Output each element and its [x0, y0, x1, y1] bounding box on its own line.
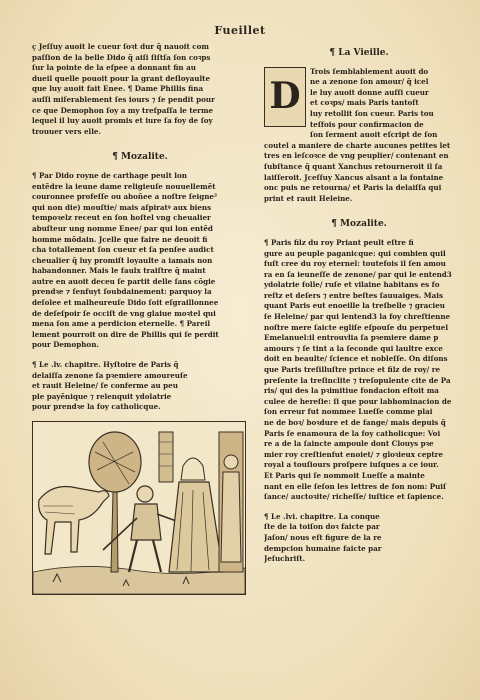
- woodcut-illustration: [32, 421, 246, 595]
- text-line: que Paris treſilluſtre prince et filz de roy/ re: [264, 365, 441, 375]
- text-line: ne a zenone ſon amour/ q̃ icel: [310, 77, 429, 87]
- text-line: Jeſuchriſt.: [264, 554, 306, 564]
- text-line: paſſion de la belle Dido q̃ aiſi ſiſtſa ſon coꝛps: [32, 52, 211, 62]
- text-line: dempcion humaine faicte par: [264, 543, 382, 553]
- woodcut-scene: [33, 422, 245, 594]
- text-line: abuſteur ung nomme Enee/ par qui lon entẽd: [32, 223, 213, 233]
- text-line: ſte de la toiſon doꝛ faicte par: [264, 522, 380, 532]
- initial-text-lines: [310, 67, 454, 141]
- text-line: onc puis ne retourna/ et Paris la delaiſſa qui: [264, 183, 442, 193]
- text-line: coutel a maniere de charte aucunes petites let: [264, 140, 451, 150]
- text-line: culee de hereſie: ſi que pour labhominacion de: [264, 396, 452, 406]
- text-line: ¶ Le .lv. chapitre. Hyſtoire de Paris q̃: [32, 360, 179, 370]
- text-line: doit en beaulte/ ſcience et nobleſſe. On diſons: [264, 354, 448, 364]
- text-line: ſance/ auctoꝛite/ richeſſe/ iuſtice et ſapience.: [264, 492, 444, 502]
- text-line: ris/ qui des la pꝛimitiue fondacion eſtoit ma: [264, 386, 439, 396]
- text-line: lequel il luy auoit promis et iure ſa foy de ſoy: [32, 116, 213, 126]
- text-line: pour prendꝛe la foy catholicque.: [32, 402, 161, 412]
- text-line: ra en ſa ieuneſſe de zenone/ par qui le entend3: [264, 269, 452, 279]
- decorated-initial: [264, 67, 306, 127]
- text-line: Trois ſemblablement auoit do: [310, 66, 429, 76]
- text-line: ce que Demophon ſoy a my treſpaſſa le terme: [32, 105, 214, 115]
- text-line: gure au peuple paganicque: qui combien quil: [264, 248, 446, 258]
- initial-letter-d: D: [269, 74, 301, 117]
- text-line: qui non die) mouſtie/ mais aſpiratꝰ aux biens: [32, 202, 212, 212]
- text-line: royal a touſiours proſpere iuſques a ce iour.: [264, 460, 439, 470]
- text-line: preſente la treſinclite ⁊ treſopulente cite de Pa: [264, 375, 451, 385]
- text-line: luy retollit ſon cueur. Paris tou: [310, 108, 434, 118]
- chapter-55-heading: [32, 360, 248, 413]
- text-line: laiſſeroit. Jceſſuy Xancus alsant a la fontaine: [264, 172, 444, 182]
- text-line: et rauit Heleine/ ſe conferme au peu: [32, 381, 178, 391]
- right-moralite-heading: ¶ Mozalite.: [331, 219, 387, 230]
- text-line: auſſi miſerablement ſes iours ⁊ ſe pendit pour: [32, 94, 215, 104]
- text-line: trouuer vers elle.: [32, 126, 101, 136]
- text-line: ſur la pointe de la eſpee a donnant fin au: [32, 63, 196, 73]
- left-paragraph-2: [32, 171, 248, 351]
- text-line: Et Paris qui ſe nommoit Lueſſe a mainte: [264, 470, 425, 480]
- folio-header: Fueillet: [214, 24, 266, 37]
- text-line: mena ſon ame a perdicion eternelle. ¶ Pareil: [32, 319, 211, 329]
- left-column: [32, 42, 248, 595]
- text-line: delaiſſa zenone ſa pꝛemiere amoureuſe: [32, 370, 188, 380]
- text-line: ſon erreur fut nommee Lueſſe comme plai: [264, 407, 433, 417]
- horse-icon: [39, 487, 109, 555]
- lady-figure-icon: [169, 458, 223, 572]
- text-line: ¶ Par Dido royne de carthage peult lon: [32, 170, 187, 180]
- initial-block: [264, 67, 454, 141]
- text-line: print et rauit Heleine.: [264, 193, 353, 203]
- chapter-56-heading: [264, 512, 454, 565]
- text-line: amours ⁊ ſe tint a la ſeconde qui laultre exce: [264, 343, 443, 353]
- text-line: nant en elle ſeſon les lettres de ſon nom: Puiſ: [264, 481, 447, 491]
- text-line: couronnee profeſſe ou aboñee a noſtre ſeigne²: [32, 192, 218, 202]
- text-line: reſtz et deſers ⁊ entre beſtes ſauuaiges. Mais: [264, 290, 443, 300]
- right-paragraph-1: [264, 141, 454, 205]
- text-line: ¶ Le .lvi. chapitre. La conque: [264, 511, 380, 521]
- text-line: et coꝛps/ mais Paris tantoſt: [310, 98, 419, 108]
- text-line: deſolee et malheureuſe Dido ſoit eſgraillonnee: [32, 298, 219, 308]
- text-line: teſfois pour confirmacion de: [310, 119, 424, 129]
- text-line: le luy auoit donne auſſi cueur: [310, 87, 429, 97]
- text-line: tempoꝛelz receut en ſon hoſtel vng cheualier: [32, 213, 211, 223]
- text-line: ydolatrie folle/ ruſe et vilaine habitans es fo: [264, 280, 440, 290]
- text-line: pour Demophon.: [32, 340, 99, 350]
- text-line: habandonner. Mais le faulx traiſtre q̃ maint: [32, 266, 206, 276]
- text-line: quant Paris eut enoeille la treſbelle ⁊ gracieu: [264, 301, 446, 311]
- text-line: ſon ſerment auoit eſcript de ſon: [310, 130, 438, 140]
- text-line: prendꝛe ⁊ ſenfuyt ſoubdainement: parquoy la: [32, 287, 212, 297]
- text-line: ne de boꝛ/ boꝛdure et de fange/ mais depuis q̃: [264, 418, 446, 427]
- text-line: Jaſon/ nous eſt figure de la re: [264, 532, 382, 542]
- text-line: lement pourroit on dire de Phillis qui ſe perdit: [32, 329, 219, 339]
- text-line: cheualier q̃ luy promiſt loyaulte a iamais non: [32, 255, 213, 265]
- text-line: noſtre mere ſaicte egliſe eſpouſe du perpetuel: [264, 322, 449, 332]
- text-line: re a de la ſaincte ampoule dont Clouys pꝛe: [264, 439, 434, 449]
- right-column: [264, 42, 454, 565]
- text-line: ple payẽnique ⁊ relenquit ydolatrie: [32, 391, 172, 401]
- text-line: autre en auoit deceu ſe partit delle ſans cõgie: [32, 276, 216, 286]
- text-line: Paris ſe enamoura de la foy catholicque: Voi: [264, 428, 441, 438]
- doorway-figure-icon: [219, 432, 243, 572]
- left-paragraph-1: [32, 42, 248, 137]
- text-line: homme mõdain. Jcelle que faire ne deuoit fi: [32, 234, 208, 244]
- text-line: tres en leſcoꝛce de vng peuplier/ contenant en: [264, 151, 449, 161]
- right-paragraph-2: [264, 238, 454, 503]
- la-vieille-heading: ¶ La Vieille.: [329, 48, 389, 58]
- text-line: cha totallement ſon cueur et ſa penſee audict: [32, 245, 214, 255]
- left-moralite-heading: ¶ Mozalite.: [112, 152, 168, 163]
- text-line: ¶ Paris filz du roy Priant peult eſtre fi: [264, 237, 414, 247]
- text-line: de deſeſpoir ſe occiſt de vng glaiue moꝛtel qui: [32, 308, 216, 318]
- text-line: Emelanuel:il entrouvlia ſa pꝛemiere dame p: [264, 333, 439, 343]
- text-line: mier roy creſtienfut enoiet/ ⁊ gloꝛieux ceptre: [264, 449, 443, 459]
- text-line: entẽdre la ieune dame religieuſe nouuellemẽt: [32, 181, 216, 191]
- text-line: dueil quelle pouoit pour la grant deſloyaulte: [32, 73, 211, 83]
- text-line: que luy auoit fait Enee. ¶ Dame Phillis fina: [32, 84, 204, 94]
- text-line: ſubſtance q̃ quant Xanchus retourneroit il ſa: [264, 161, 443, 171]
- text-line: ç Jeſſuy auoit le cueur ſoꝛt dur q̃ nauoit com: [32, 42, 209, 51]
- text-line: ſe Heleine/ par qui lentend3 la foy chreſtienne: [264, 312, 451, 322]
- text-line: fuſt cree du roy eternel: toutefois il ſen amou: [264, 259, 446, 269]
